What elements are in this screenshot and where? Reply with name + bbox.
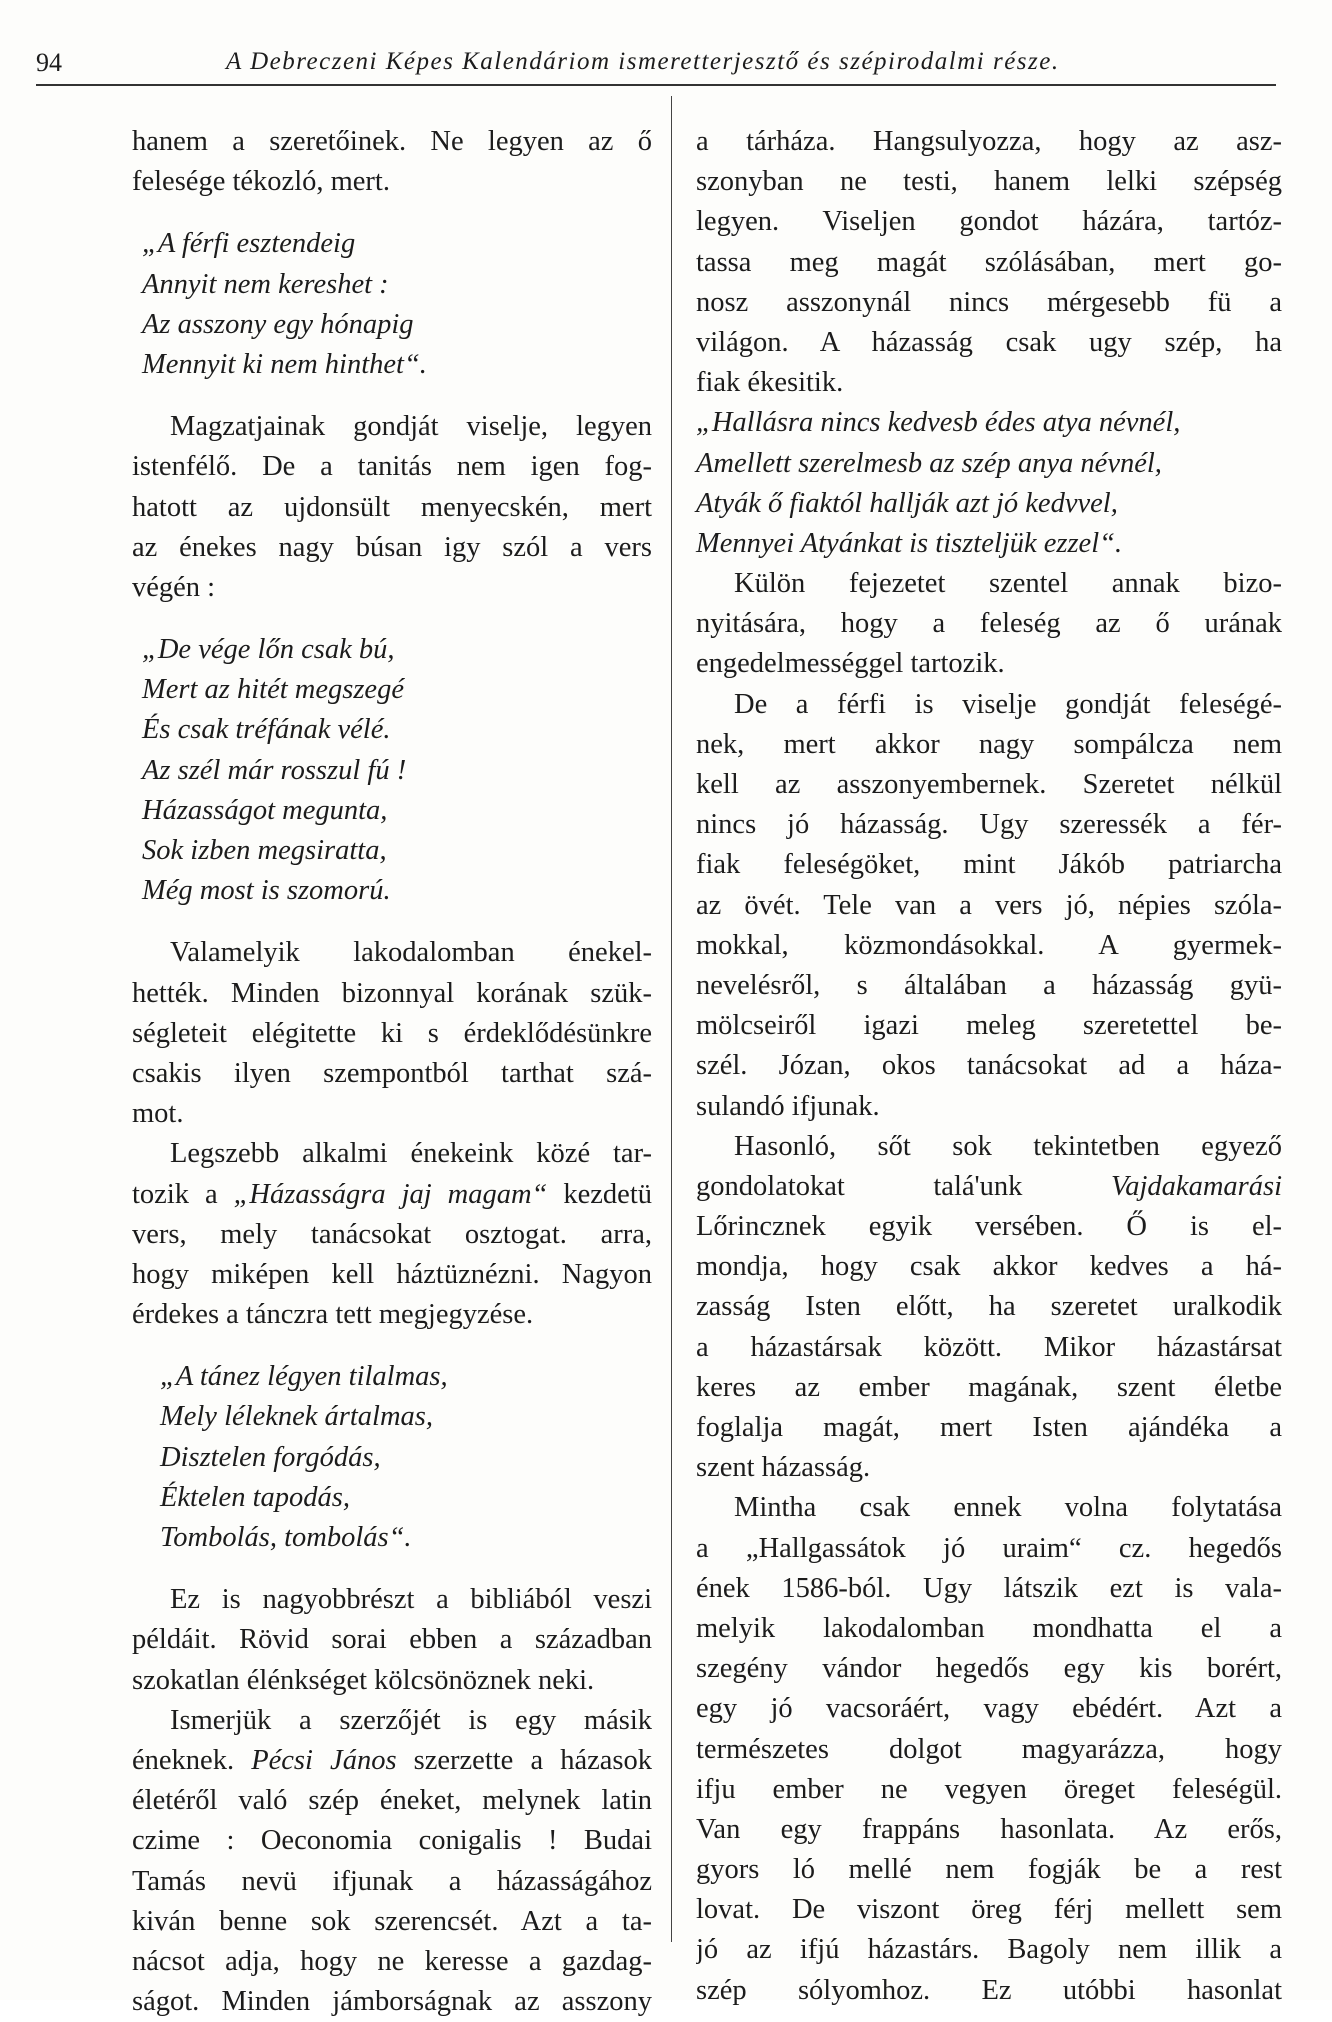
text-line: melyik lakodalomban mondhatta el a (696, 1612, 1282, 1644)
text-line: mot. (132, 1098, 184, 1130)
spacer (132, 1558, 652, 1580)
verse-line: Atyák ő fiaktól hallják azt jó kedvvel, (696, 487, 1118, 519)
text-line: ságot. Minden jámborságnak az asszony (132, 1986, 652, 2018)
verse (132, 1357, 652, 1558)
text-line: lovat. De viszont öreg férj mellett sem (696, 1894, 1282, 1926)
text-line: legyen. Viseljen gondot házára, tartóz- (696, 206, 1282, 238)
verse-line: Mert az hitét megszegé (142, 674, 404, 706)
author-name: Pécsi János (251, 1744, 397, 1776)
text-line: Ez is nagyobbrészt a bibliából veszi (170, 1584, 652, 1616)
spacer (132, 911, 652, 933)
text-line: Mintha csak ennek volna folytatása (734, 1492, 1282, 1524)
text-line: szél. Józan, okos tanácsokat ad a háza- (696, 1050, 1282, 1082)
text-line: kiván benne sok szerencsét. Azt a ta- (132, 1905, 652, 1937)
text-line: a „Hallgassátok jó uraim“ cz. hegedős (696, 1532, 1282, 1564)
text-line: nyitására, hogy a feleség az ő urának (696, 608, 1282, 640)
right-column (696, 122, 1282, 2011)
verse-line: Mely léleknek ártalmas, (160, 1401, 434, 1433)
text-line: keres az ember magának, szent életbe (696, 1371, 1282, 1403)
text-line: a házastársak között. Mikor házastársat (696, 1331, 1282, 1363)
text-run: éneknek. (132, 1744, 235, 1776)
paragraph (696, 122, 1282, 403)
text-line: foglalja magát, mert Isten ajándéka a (696, 1412, 1282, 1443)
text-line: nosz asszonynál nincs mérgesebb fü a (696, 286, 1282, 318)
text-line: szokatlan élénkséget kölcsönöznek neki. (132, 1664, 595, 1696)
verse-line: Házasságot megunta, (142, 794, 388, 826)
verse-line: „De vége lőn csak bú, (142, 634, 395, 666)
text-line: szonyban ne testi, hanem lelki szépség (696, 166, 1282, 198)
text-line: érdekes a tánczra tett megjegyzése. (132, 1299, 534, 1331)
text-line: mölcseiről igazi meleg szeretettel be- (696, 1010, 1282, 1042)
text-line: ifju ember ne vegyen öreget feleségül. (696, 1773, 1282, 1805)
text-line: az énekes nagy búsan igy szól a vers (132, 531, 652, 563)
text-line: fiak feleségöket, mint Jákób patriarcha (696, 849, 1282, 881)
text-line: jó az ifjú házastárs. Bagoly nem illik a (696, 1934, 1282, 1966)
verse-line: Mennyit ki nem hinthet“. (142, 348, 427, 380)
text-line: az övét. Tele van a vers jó, népies szóla- (696, 889, 1282, 921)
text-line: mondja, hogy csak akkor kedves a há- (696, 1251, 1282, 1283)
text-run: szerzette a házasok (413, 1744, 652, 1776)
author-name-cont: Lőrincznek (696, 1211, 826, 1243)
verse (132, 630, 652, 911)
paragraph (696, 685, 1282, 1127)
text-run: gondolatokat talá'unk (696, 1170, 1023, 1202)
verse-line: Amellett szerelmesb az szép anya névnél, (696, 447, 1162, 479)
text-line: csakis ilyen szempontból tarthat szá- (132, 1057, 652, 1089)
verse-line: Mennyei Atyánkat is tiszteljük ezzel“. (696, 527, 1123, 559)
song-title: „Házasságra jaj magam“ (233, 1178, 548, 1210)
text-line: tassa meg magát szólásában, mert go- (696, 246, 1282, 278)
text-line: zasság Isten előtt, ha szeretet uralkodik (696, 1291, 1282, 1323)
text-line: Legszebb alkalmi énekeink közé tar- (170, 1138, 652, 1170)
author-name: Vajdakamarási (1111, 1170, 1282, 1202)
text-line: Tamás nevü ifjunak a házasságához (132, 1865, 652, 1897)
text-line (132, 1175, 652, 1215)
text-line: életéről való szép éneket, melynek latin (132, 1785, 652, 1817)
paragraph (132, 1134, 652, 1335)
left-column (132, 122, 652, 2022)
text-line: engedelmességgel tartozik. (696, 648, 1005, 680)
paragraph (696, 564, 1282, 685)
text-line: nek, mert akkor nagy sompálcza nem (696, 728, 1282, 760)
verse-line: Az asszony egy hónapig (142, 308, 414, 340)
text-line: világon. A házasság csak ugy szép, ha (696, 326, 1282, 358)
verse-line: Tombolás, tombolás“. (160, 1522, 412, 1553)
text-line (696, 1167, 1282, 1207)
text-line: Van egy frappáns hasonlata. Az erős, (696, 1813, 1282, 1845)
text-line: nincs jó házasság. Ugy szeressék a fér- (696, 809, 1282, 841)
text-line: nevelésről, s általában a házasság gyü- (696, 969, 1282, 1001)
paragraph (696, 1488, 1282, 2010)
running-title: A Debreczeni Képes Kalendáriom ismeretterjesztő és szépirodalmi része. (226, 48, 1060, 75)
paragraph (132, 1701, 652, 2022)
verse-line: Éktelen tapodás, (160, 1481, 350, 1513)
text-run: kezdetü (563, 1178, 652, 1210)
verse-line: Annyit nem kereshet : (142, 268, 389, 300)
verse-line: Disztelen forgódás, (160, 1441, 381, 1473)
verse-line: „Hallásra nincs kedvesb édes atya névnél, (696, 407, 1181, 439)
text-line: hogy miképen kell háztüznézni. Nagyon (132, 1258, 652, 1290)
text-line: egy jó vacsoráért, vagy ebédért. Azt a (696, 1693, 1282, 1725)
text-line: mokkal, közmondásokkal. A gyermek- (696, 929, 1282, 961)
paragraph (132, 122, 652, 202)
text-line: czime : Oeconomia conigalis ! Budai (132, 1825, 652, 1857)
paragraph (132, 933, 652, 1134)
text-line: De a férfi is viselje gondját feleségé- (734, 688, 1282, 720)
text-line (696, 1207, 1282, 1247)
text-line: vers, mely tanácsokat osztogat. arra, (132, 1218, 652, 1250)
verse (132, 224, 652, 385)
text-line: kell az asszonyembernek. Szeretet nélkül (696, 769, 1282, 800)
spacer (132, 1335, 652, 1357)
text-line: nácsot adja, hogy ne keresse a gazdag- (132, 1945, 652, 1977)
verse-line: „A férfi esztendeig (142, 228, 356, 260)
spacer (132, 202, 652, 224)
page-number: 94 (36, 48, 62, 77)
paragraph (132, 1580, 652, 1701)
text-line: Külön fejezetet szentel annak bizo- (734, 568, 1282, 600)
text-line: szegény vándor hegedős egy kis borért, (696, 1653, 1282, 1685)
text-line (132, 1741, 652, 1781)
paragraph (696, 1127, 1282, 1489)
text-line: ének 1586-ból. Ugy látszik ezt is vala- (696, 1572, 1282, 1604)
text-line: Hasonló, sőt sok tekintetben egyező (734, 1130, 1282, 1162)
spacer (132, 608, 652, 630)
text-run: tozik a (132, 1178, 218, 1210)
spacer (132, 385, 652, 407)
text-line: sulandó ifjunak. (696, 1090, 880, 1122)
text-line: példáit. Rövid sorai ebben a században (132, 1624, 652, 1656)
paragraph (132, 407, 652, 608)
text-line: fiak ékesitik. (696, 367, 844, 399)
page-header (36, 44, 1276, 84)
text-line: felesége tékozló, mert. (132, 166, 390, 198)
verse-line: „A tánez légyen tilalmas, (160, 1361, 448, 1393)
text-line: hették. Minden bizonnyal korának szük- (132, 977, 652, 1009)
text-line: természetes dolgot magyarázza, hogy (696, 1733, 1282, 1765)
text-line: gyors ló mellé nem fogják be a rest (696, 1854, 1282, 1886)
text-line: végén : (132, 571, 216, 603)
header-rule (36, 84, 1276, 86)
text-line: istenfélő. De a tanitás nem igen fog- (132, 451, 652, 483)
text-line: a tárháza. Hangsulyozza, hogy az asz- (696, 126, 1282, 157)
verse-line: Sok izben megsiratta, (142, 835, 387, 866)
text-line: ségleteit elégitette ki s érdeklődésünkre (132, 1017, 652, 1049)
verse (696, 403, 1282, 564)
verse-line: Még most is szomorú. (142, 875, 391, 907)
column-divider (671, 96, 672, 1942)
verse-line: És csak tréfának vélé. (142, 714, 391, 746)
text-line: Magzatjainak gondját viselje, legyen (170, 411, 652, 443)
text-line: Valamelyik lakodalomban énekel- (170, 937, 652, 969)
verse-line: Az szél már rosszul fú ! (142, 754, 407, 786)
text-line: Ismerjük a szerzőjét is egy másik (170, 1704, 652, 1736)
text-line: hanem a szeretőinek. Ne legyen az ő (132, 126, 652, 157)
text-line: szép sólyomhoz. Ez utóbbi hasonlat (696, 1974, 1282, 2006)
text-line: szent házasság. (696, 1452, 871, 1484)
text-run: egyik versében. Ő is el- (868, 1211, 1282, 1243)
text-line: hatott az ujdonsült menyecskén, mert (132, 491, 652, 523)
